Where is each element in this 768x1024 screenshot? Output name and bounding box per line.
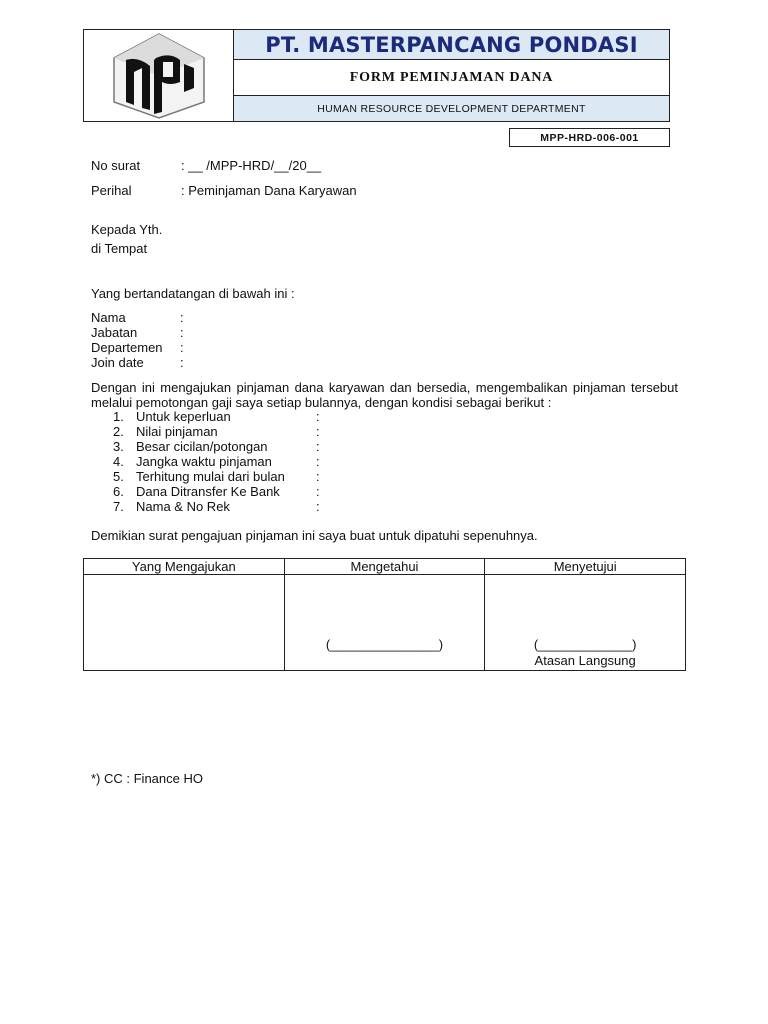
signature-header-approved: Menyetujui [485,559,686,575]
condition-number: 7. [113,499,124,514]
condition-colon: : [316,409,320,424]
form-title-cell [234,60,669,96]
address-line-2: di Tempat [91,241,148,256]
request-paragraph: Dengan ini mengajukan pinjaman dana karyawan dan bersedia, mengembalikan pinjaman tersebut melalui pemotongan gaji saya setiap bulannya, dengan kondisi sebagai berikut : [91,380,678,410]
form-title: FORM PEMINJAMAN DANA [349,69,554,85]
perihal-value: : Peminjaman Dana Karyawan [181,183,357,198]
condition-number: 2. [113,424,124,439]
perihal-label: Perihal [91,183,132,198]
signature-line: (_____________) [533,637,637,652]
condition-colon: : [316,424,320,439]
condition-label: Dana Ditransfer Ke Bank [136,484,280,499]
closing-text: Demikian surat pengajuan pinjaman ini saya buat untuk dipatuhi sepenuhnya. [91,528,538,543]
signature-role: Atasan Langsung [534,653,636,668]
condition-number: 6. [113,484,124,499]
department-name: HUMAN RESOURCE DEVELOPMENT DEPARTMENT [317,102,586,115]
company-logo [84,30,234,121]
identity-colon: : [180,340,184,355]
signature-box-approved [485,575,686,671]
condition-label: Terhitung mulai dari bulan [136,469,285,484]
identity-label: Join date [91,355,144,370]
identity-colon: : [180,355,184,370]
company-logo-icon [104,30,214,122]
condition-colon: : [316,439,320,454]
no-surat-value: : __ /MPP-HRD/__/20__ [181,158,322,173]
department-cell [234,96,669,121]
identity-label: Nama [91,310,126,325]
document-number: MPP-HRD-006-001 [509,128,670,147]
condition-colon: : [316,454,320,469]
condition-number: 3. [113,439,124,454]
condition-number: 5. [113,469,124,484]
intro-text: Yang bertandatangan di bawah ini : [91,286,295,301]
condition-label: Jangka waktu pinjaman [136,454,272,469]
company-name: PT. MASTERPANCANG PONDASI [265,32,638,57]
condition-colon: : [316,469,320,484]
condition-number: 1. [113,409,124,424]
signature-box-applicant [84,575,285,671]
signature-header-applicant: Yang Mengajukan [84,559,285,575]
condition-label: Nilai pinjaman [136,424,218,439]
condition-colon: : [316,499,320,514]
condition-label: Untuk keperluan [136,409,231,424]
address-line-1: Kepada Yth. [91,222,163,237]
condition-label: Besar cicilan/potongan [136,439,268,454]
signature-header-acknowledged: Mengetahui [284,559,485,575]
signature-box-acknowledged [284,575,485,671]
company-name-cell [234,30,669,60]
condition-label: Nama & No Rek [136,499,230,514]
condition-colon: : [316,484,320,499]
no-surat-label: No surat [91,158,141,173]
signature-line: (_______________) [325,637,444,652]
identity-colon: : [180,325,184,340]
signature-table [83,558,686,671]
cc-note: *) CC : Finance HO [91,771,203,786]
identity-colon: : [180,310,184,325]
identity-label: Departemen [91,340,163,355]
condition-number: 4. [113,454,124,469]
form-header [83,29,670,122]
identity-label: Jabatan [91,325,138,340]
